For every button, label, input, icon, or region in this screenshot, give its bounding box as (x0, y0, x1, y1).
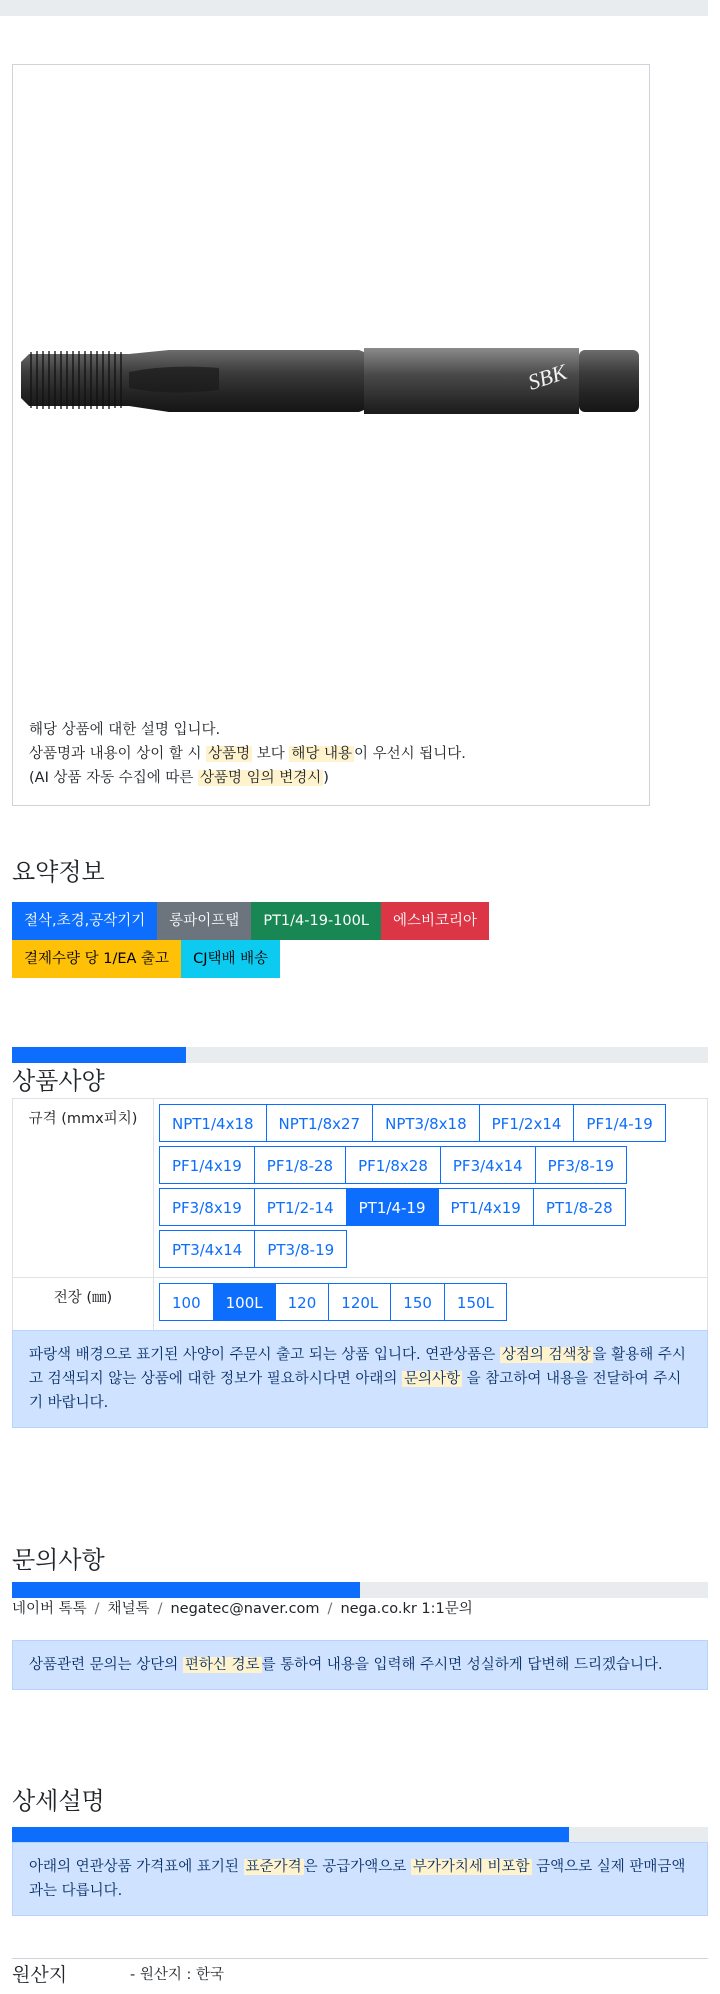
size-option[interactable]: PT1/4x19 (438, 1188, 534, 1226)
detail-progress-bar (12, 1827, 708, 1843)
length-option[interactable]: 150L (444, 1283, 507, 1321)
channel-talk-link[interactable]: 채널톡 (107, 1601, 150, 1617)
desc-line-2: 상품명과 내용이 상이 할 시 상품명 보다 해당 내용 이 우선시 됩니다. (29, 746, 466, 762)
spec-notice: 파랑색 배경으로 표기된 사양이 주문시 출고 되는 상품 입니다. 연관상품은 상점의 검색창 을 활용해 주시고 검색되지 않는 상품에 대한 정보가 필요하시다면 아래의 문의사항 을 참고하여 내용을 전달하여 주시기 바랍니다. (12, 1330, 708, 1428)
length-option[interactable]: 100L (213, 1283, 276, 1321)
size-option[interactable]: NPT3/8x18 (372, 1104, 480, 1142)
email-link[interactable]: negatec@naver.com (170, 1601, 320, 1617)
inquiry-notice: 상품관련 문의는 상단의 편하신 경로 를 통하여 내용을 입력해 주시면 성실하게 답변해 드리겠습니다. (12, 1640, 708, 1690)
size-option[interactable]: PT3/4x14 (159, 1230, 255, 1268)
size-options (155, 1100, 706, 1276)
size-option[interactable]: NPT1/4x18 (159, 1104, 267, 1142)
badge-brand: 에스비코리아 (381, 902, 489, 940)
size-option[interactable]: PT1/8-28 (533, 1188, 626, 1226)
one-to-one-inquiry-link[interactable]: nega.co.kr 1:1문의 (340, 1601, 473, 1617)
size-option[interactable]: PF3/4x14 (440, 1146, 536, 1184)
length-option[interactable]: 150 (390, 1283, 445, 1321)
badge-shipping: CJ택배 배송 (181, 940, 280, 978)
size-option[interactable]: PF3/8-19 (535, 1146, 627, 1184)
image-description (29, 718, 466, 790)
badge-order-unit: 결제수량 당 1/EA 출고 (12, 940, 181, 978)
top-divider-bar (0, 0, 708, 16)
naver-talk-link[interactable]: 네이버 톡톡 (12, 1601, 87, 1617)
size-option[interactable]: PF1/4-19 (573, 1104, 665, 1142)
sbk-logo: SBK (524, 358, 570, 395)
size-option[interactable]: PT3/8-19 (254, 1230, 347, 1268)
size-option[interactable]: NPT1/8x27 (266, 1104, 374, 1142)
spec-title: 상품사양 (12, 1067, 105, 1095)
spec-table (12, 1098, 708, 1331)
size-option[interactable]: PT1/4-19 (346, 1188, 439, 1226)
length-label: 전장 (㎜) (13, 1278, 154, 1331)
size-option[interactable]: PF1/8-28 (254, 1146, 346, 1184)
inquiry-title: 문의사항 (12, 1546, 105, 1574)
product-image-frame (12, 64, 650, 806)
size-option[interactable]: PF3/8x19 (159, 1188, 255, 1226)
length-option[interactable]: 100 (159, 1283, 214, 1321)
length-options (155, 1279, 706, 1329)
long-pipe-tap-image (19, 332, 649, 428)
detail-title: 상세설명 (12, 1787, 105, 1815)
contact-links: 네이버 톡톡 / 채널톡 / negatec@naver.com / nega.co.kr 1:1문의 (12, 1601, 473, 1617)
origin-value: - 원산지 : 한국 (130, 1967, 224, 1983)
detail-notice: 아래의 연관상품 가격표에 표기된 표준가격 은 공급가액으로 부가가치세 비포함 금액으로 실제 판매금액과는 다릅니다. (12, 1842, 708, 1916)
size-option[interactable]: PF1/8x28 (345, 1146, 441, 1184)
length-option[interactable]: 120 (275, 1283, 330, 1321)
length-option[interactable]: 120L (328, 1283, 391, 1321)
desc-line-3: (AI 상품 자동 수집에 따른 상품명 임의 변경시 ) (29, 770, 329, 786)
summary-title: 요약정보 (12, 858, 105, 886)
badge-model: PT1/4-19-100L (251, 902, 381, 940)
badge-category: 절삭,초경,공작기기 (12, 902, 157, 940)
size-option[interactable]: PF1/2x14 (479, 1104, 575, 1142)
badge-product-type: 롱파이프탭 (157, 902, 251, 940)
desc-line-1: 해당 상품에 대한 설명 입니다. (29, 722, 221, 738)
origin-label: 원산지 (12, 1964, 68, 1986)
summary-badges (12, 902, 572, 978)
size-label: 규격 (mmx피치) (13, 1099, 154, 1278)
spec-progress-bar (12, 1047, 708, 1063)
origin-divider (12, 1958, 708, 1959)
size-option[interactable]: PT1/2-14 (254, 1188, 347, 1226)
size-option[interactable]: PF1/4x19 (159, 1146, 255, 1184)
inquiry-progress-bar (12, 1582, 708, 1598)
